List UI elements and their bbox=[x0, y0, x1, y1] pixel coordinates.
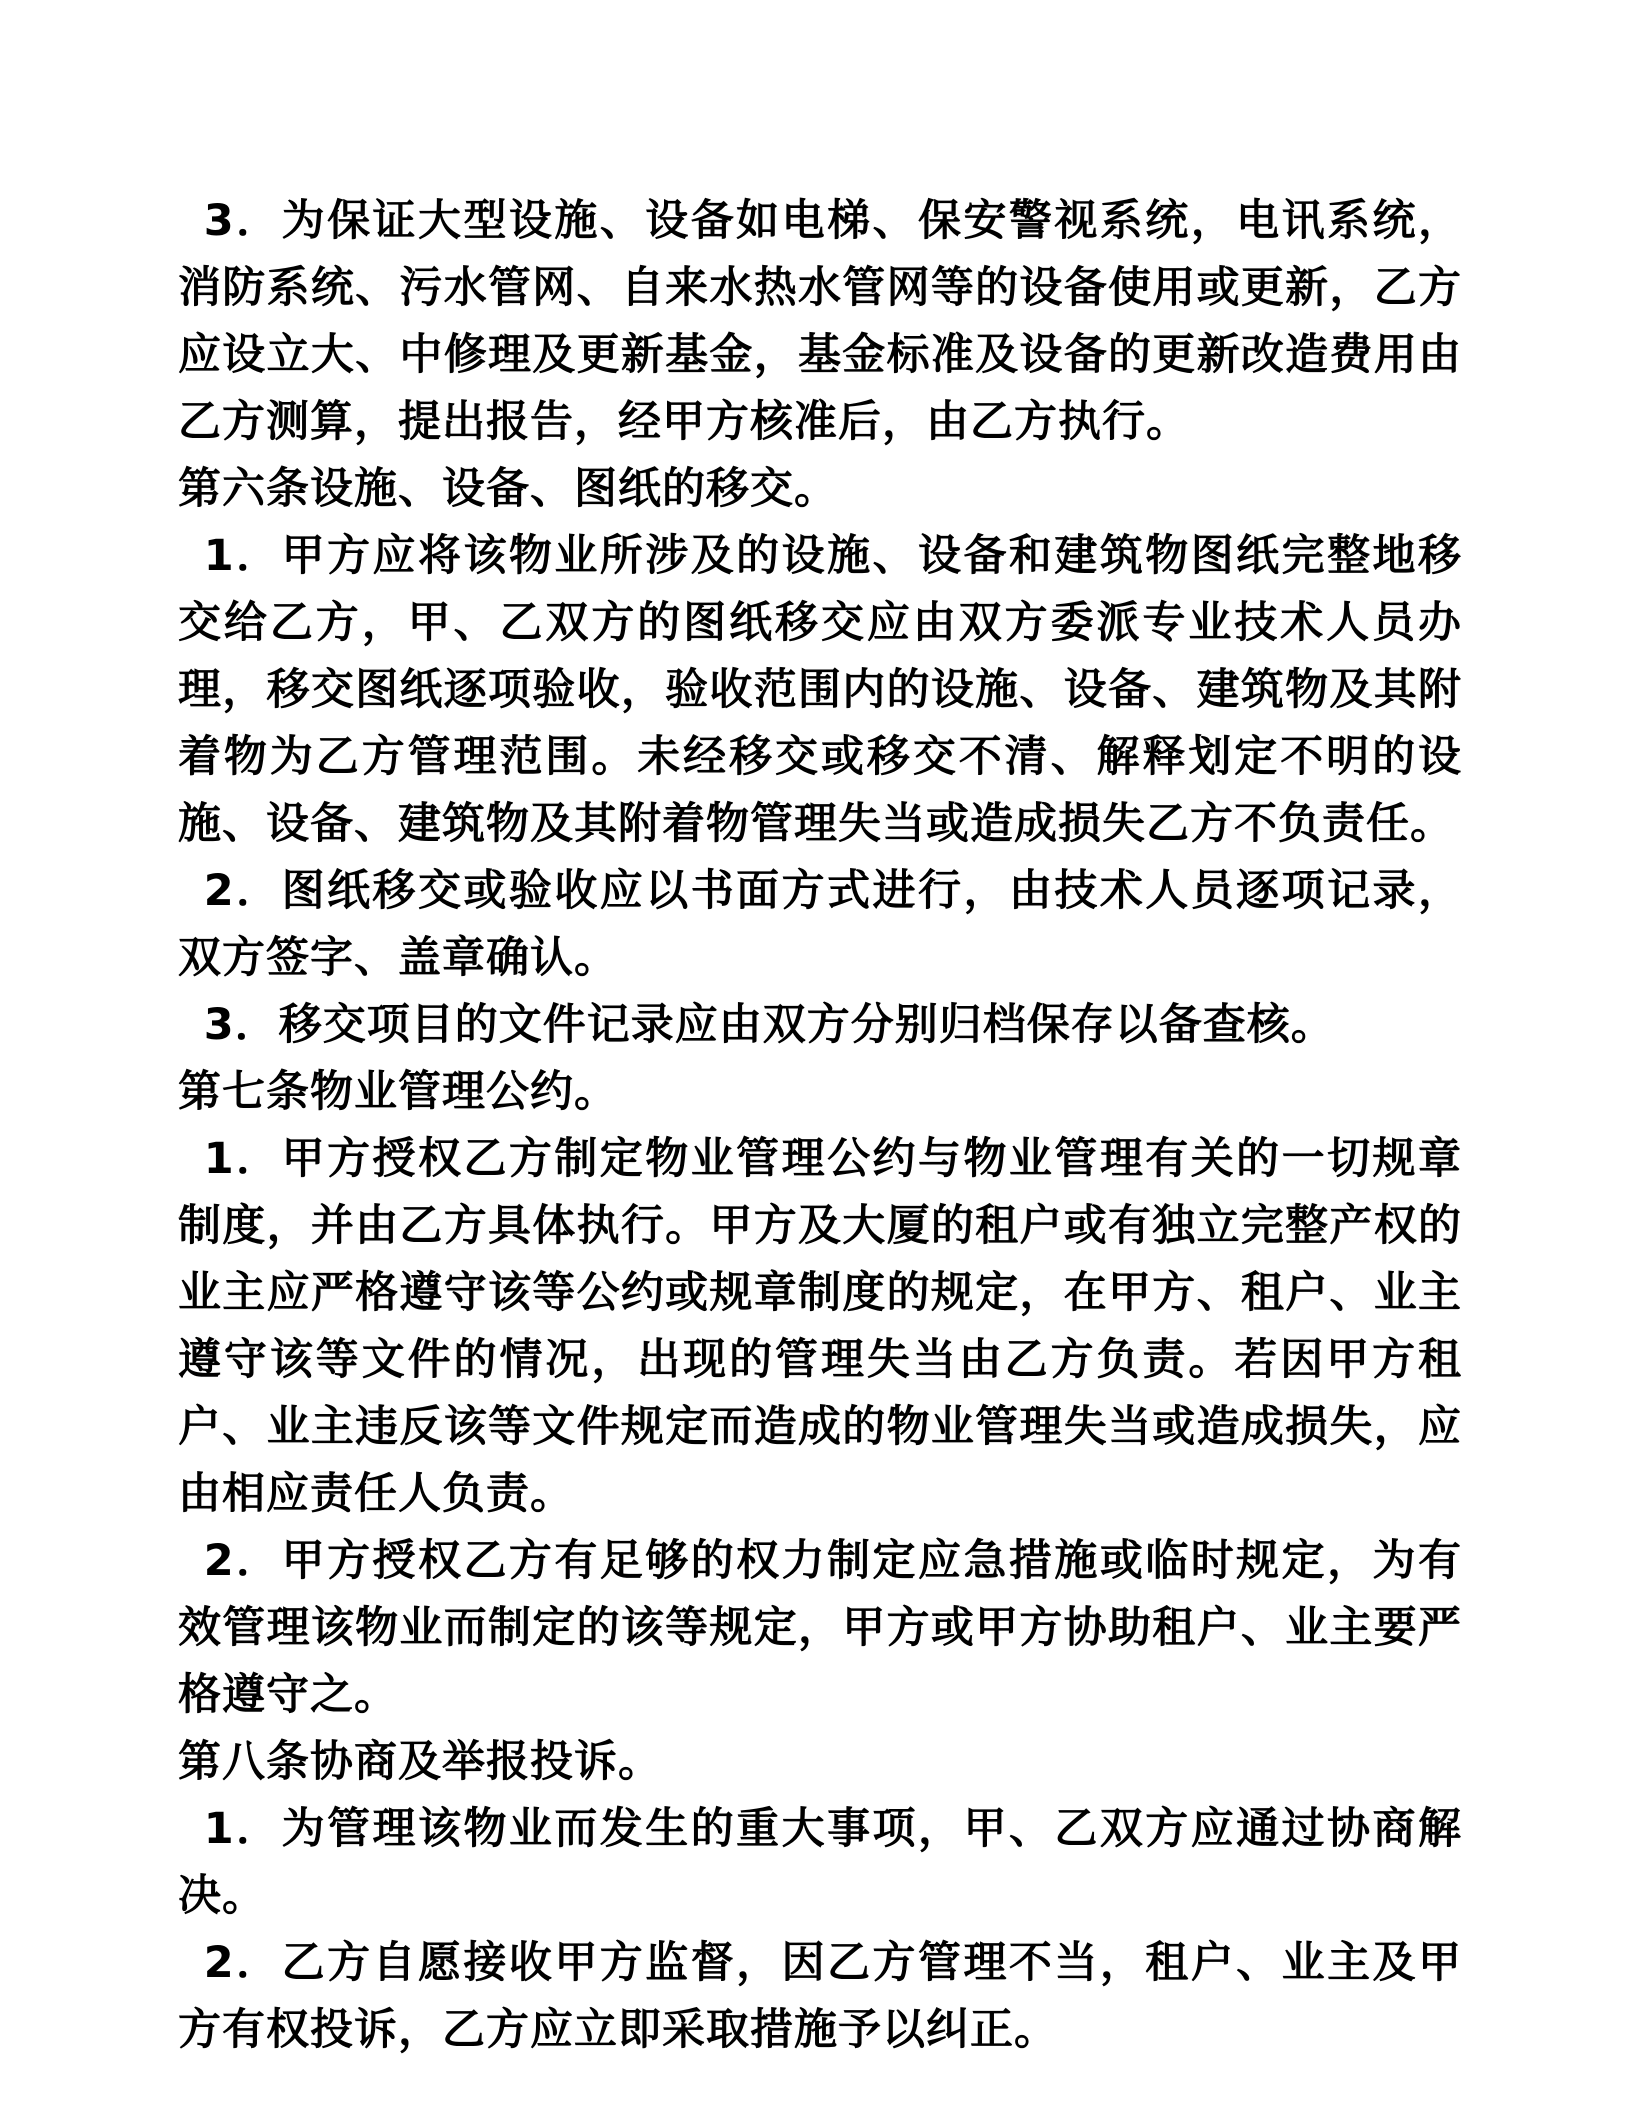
contract-paragraph: 2．图纸移交或验收应以书面方式进行，由技术人员逐项记录，双方签字、盖章确认。 bbox=[178, 866, 1462, 983]
document-body bbox=[178, 188, 1462, 2064]
clause-heading: 第七条物业管理公约。 bbox=[178, 1067, 618, 1117]
contract-paragraph: 2．甲方授权乙方有足够的权力制定应急措施或临时规定，为有效管理该物业而制定的该等规定，甲方或甲方协助租户、业主要严格遵守之。 bbox=[178, 1536, 1462, 1720]
clause-heading: 第六条设施、设备、图纸的移交。 bbox=[178, 464, 838, 514]
clause-heading: 第八条协商及举报投诉。 bbox=[178, 1737, 662, 1787]
contract-paragraph: 1．甲方应将该物业所涉及的设施、设备和建筑物图纸完整地移交给乙方，甲、乙双方的图纸移交应由双方委派专业技术人员办理，移交图纸逐项验收，验收范围内的设施、设备、建筑物及其附着物为乙方管理范围。未经移交或移交不清、解释划定不明的设施、设备、建筑物及其附着物管理失当或造成损失乙方不负责任。 bbox=[178, 531, 1462, 849]
contract-paragraph: 3．为保证大型设施、设备如电梯、保安警视系统，电讯系统，消防系统、污水管网、自来水热水管网等的设备使用或更新，乙方应设立大、中修理及更新基金，基金标准及设备的更新改造费用由乙方测算，提出报告，经甲方核准后，由乙方执行。 bbox=[178, 196, 1462, 447]
contract-paragraph: 1．为管理该物业而发生的重大事项，甲、乙双方应通过协商解决。 bbox=[178, 1804, 1462, 1921]
contract-paragraph: 1．甲方授权乙方制定物业管理公约与物业管理有关的一切规章制度，并由乙方具体执行。甲方及大厦的租户或有独立完整产权的业主应严格遵守该等公约或规章制度的规定，在甲方、租户、业主遵守该等文件的情况，出现的管理失当由乙方负责。若因甲方租户、业主违反该等文件规定而造成的物业管理失当或造成损失，应由相应责任人负责。 bbox=[178, 1134, 1462, 1519]
contract-paragraph: 3．移交项目的文件记录应由双方分别归档保存以备查核。 bbox=[203, 1000, 1335, 1050]
contract-paragraph: 2．乙方自愿接收甲方监督，因乙方管理不当，租户、业主及甲方有权投诉，乙方应立即采取措施予以纠正。 bbox=[178, 1938, 1462, 2055]
